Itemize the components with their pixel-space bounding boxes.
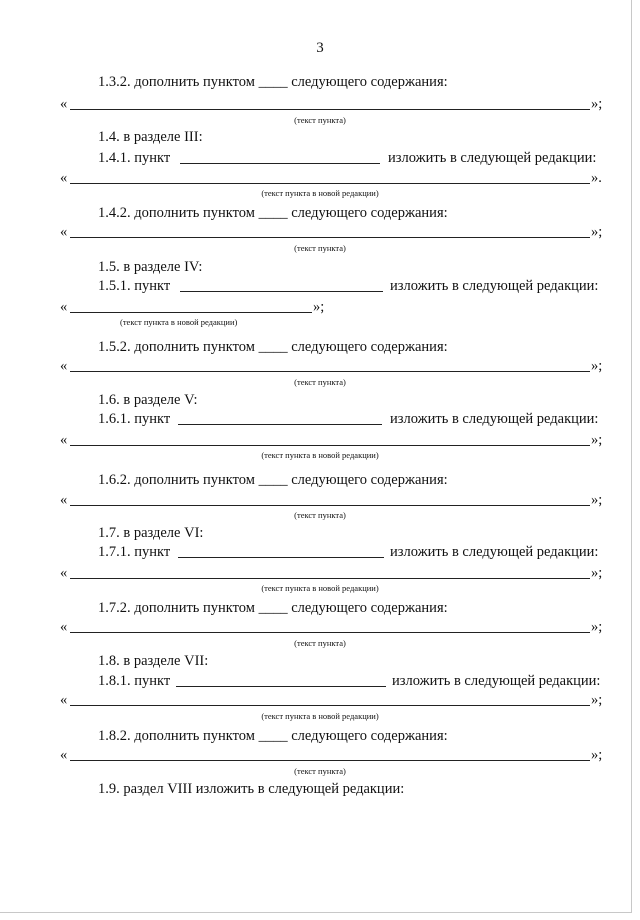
item-1-6	[0, 390, 640, 410]
item-text: 1.7. в разделе VI:	[98, 525, 204, 541]
quote-close: »;	[591, 565, 603, 581]
item-text: 1.4.1. пункт	[98, 150, 171, 166]
quote-open: «	[60, 565, 68, 581]
item-1-5	[0, 257, 640, 277]
quote-close: ».	[591, 170, 602, 186]
item-text: 1.7.2. дополнить пунктом ____ следующего содержания:	[98, 600, 448, 616]
caption-new-text: (текст пункта в новой редакции)	[261, 450, 379, 460]
quote-close: »;	[591, 358, 603, 374]
item-text: изложить в следующей редакции:	[390, 544, 599, 560]
page-frame-bottom	[0, 912, 632, 913]
blank-line	[180, 163, 380, 164]
item-text: 1.9. раздел VIII изложить в следующей редакции:	[98, 781, 405, 797]
caption-new-text: (текст пункта в новой редакции)	[261, 188, 379, 198]
item-1-8-2	[0, 726, 640, 746]
item-1-7-1	[0, 542, 640, 562]
blank-line	[70, 183, 590, 184]
fill-line	[0, 745, 640, 765]
fill-line	[0, 94, 640, 114]
item-text: 1.3.2. дополнить пунктом ____ следующего содержания:	[98, 74, 448, 90]
item-1-5-1	[0, 276, 640, 296]
item-text: изложить в следующей редакции:	[388, 150, 597, 166]
item-1-7	[0, 523, 640, 543]
item-text: 1.4.2. дополнить пунктом ____ следующего содержания:	[98, 205, 448, 221]
item-1-6-1	[0, 409, 640, 429]
quote-open: «	[60, 619, 68, 635]
item-text: 1.8. в разделе VII:	[98, 653, 209, 669]
blank-line	[176, 686, 386, 687]
page-number: 3	[316, 40, 324, 56]
blank-line	[70, 371, 590, 372]
fill-line	[0, 168, 640, 188]
item-1-3-2	[0, 72, 640, 92]
quote-close: »;	[591, 492, 603, 508]
fill-line	[0, 563, 640, 583]
fill-line	[0, 430, 640, 450]
item-1-4	[0, 127, 640, 147]
item-text: 1.6.1. пункт	[98, 411, 171, 427]
caption-text: (текст пункта)	[294, 115, 346, 125]
caption-new-text: (текст пункта в новой редакции)	[261, 711, 379, 721]
blank-line	[70, 705, 590, 706]
item-1-8	[0, 651, 640, 671]
quote-close: »;	[591, 619, 603, 635]
item-1-7-2	[0, 598, 640, 618]
item-1-6-2	[0, 470, 640, 490]
quote-close: »;	[591, 432, 603, 448]
blank-line	[180, 291, 383, 292]
quote-open: «	[60, 170, 68, 186]
quote-open: «	[60, 358, 68, 374]
item-1-8-1	[0, 671, 640, 691]
item-text: 1.5. в разделе IV:	[98, 259, 203, 275]
caption-text: (текст пункта)	[294, 510, 346, 520]
blank-line	[70, 312, 312, 313]
fill-line-short	[0, 297, 640, 317]
item-text: изложить в следующей редакции:	[390, 411, 599, 427]
quote-close: »;	[591, 692, 603, 708]
item-1-4-2	[0, 203, 640, 223]
blank-line	[70, 760, 590, 761]
caption-text: (текст пункта)	[294, 243, 346, 253]
item-text: 1.4. в разделе III:	[98, 129, 203, 145]
quote-close: »;	[591, 96, 603, 112]
fill-line	[0, 222, 640, 242]
fill-line	[0, 356, 640, 376]
quote-close: »;	[591, 747, 603, 763]
quote-open: «	[60, 299, 68, 315]
blank-line	[70, 632, 590, 633]
quote-open: «	[60, 224, 68, 240]
fill-line	[0, 617, 640, 637]
fill-line	[0, 690, 640, 710]
item-1-4-1	[0, 148, 640, 168]
item-text: 1.6.2. дополнить пунктом ____ следующего содержания:	[98, 472, 448, 488]
caption-text: (текст пункта)	[294, 766, 346, 776]
quote-close: »;	[313, 299, 325, 315]
fill-line	[0, 490, 640, 510]
item-text: изложить в следующей редакции:	[392, 673, 601, 689]
blank-line	[70, 237, 590, 238]
item-text: 1.5.1. пункт	[98, 278, 171, 294]
caption-new-text: (текст пункта в новой редакции)	[120, 317, 238, 327]
item-text: 1.8.2. дополнить пунктом ____ следующего содержания:	[98, 728, 448, 744]
quote-open: «	[60, 747, 68, 763]
blank-line	[70, 578, 590, 579]
quote-open: «	[60, 492, 68, 508]
item-text: 1.6. в разделе V:	[98, 392, 198, 408]
quote-open: «	[60, 96, 68, 112]
quote-open: «	[60, 692, 68, 708]
item-text: 1.8.1. пункт	[98, 673, 171, 689]
caption-text: (текст пункта)	[294, 638, 346, 648]
quote-close: »;	[591, 224, 603, 240]
item-1-9	[0, 779, 640, 799]
blank-line	[70, 445, 590, 446]
blank-line	[70, 109, 590, 110]
item-text: изложить в следующей редакции:	[390, 278, 599, 294]
caption-new-text: (текст пункта в новой редакции)	[261, 583, 379, 593]
blank-line	[178, 424, 382, 425]
item-text: 1.5.2. дополнить пунктом ____ следующего содержания:	[98, 339, 448, 355]
blank-line	[178, 557, 384, 558]
blank-line	[70, 505, 590, 506]
quote-open: «	[60, 432, 68, 448]
item-1-5-2	[0, 337, 640, 357]
item-text: 1.7.1. пункт	[98, 544, 171, 560]
caption-text: (текст пункта)	[294, 377, 346, 387]
